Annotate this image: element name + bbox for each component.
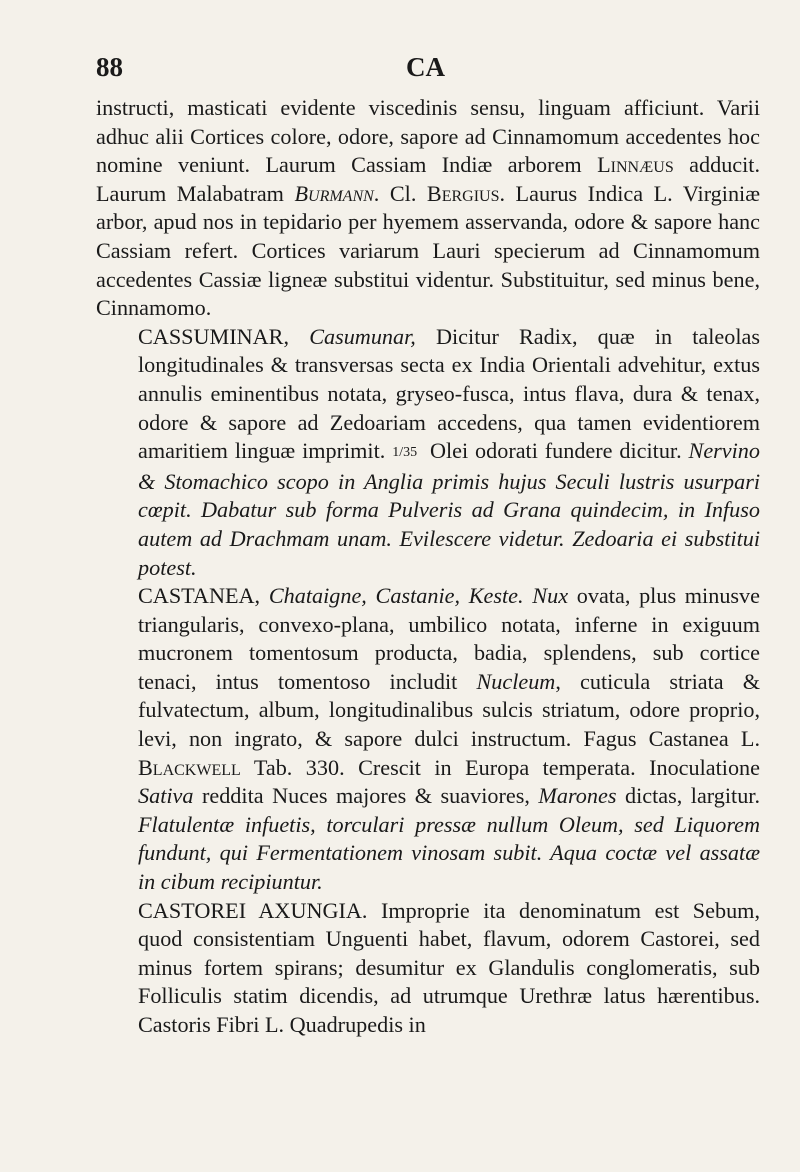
text: CASTOREI AXUNGIA. Improprie ita denominatum est Sebum, quod consistentiam Unguenti habet, flavum, odorem Castorei, sed minus fortem spirans; desumitur ex Glandulis conglomeratis, sub Folliculis statim dicendis, ad utrumque Urethræ latus hærentibus. Castoris Fibri L. Quadrupedis in [138,897,760,1037]
page-header [96,52,716,88]
italic-term: Sativa [138,783,194,809]
text: Dicitur Radix, quæ in taleolas longitudinales & transversas secta ex India Orientali advehitur, extus annulis eminentibus notata, gryseo-fusca, intus flava, dura & tenax, odore & sapore ad Zedoariam accedens, qua tamen evidentiorem amaritiem linguæ imprimit. [138,323,760,464]
author-name: Linnæus [597,152,674,178]
text: dictas, largitur. [616,783,761,809]
fraction: 1/35 [392,445,418,461]
paragraph-cinnamomum-cont [96,94,760,323]
text: ovata, plus minusve triangularis, convexo-plana, umbilico notata, inferne in exiguum mucronem tomentosum producta, badia, splendens, sub cortice tenaci, intus tomentoso includit [138,583,760,694]
italic-term: Nucleum [476,668,556,694]
author-name: Blackwell [138,754,241,780]
italic-term: Nux [523,583,569,609]
text: adducit. Laurum Malabatram [96,152,761,206]
paragraph-castorei-axungia [96,897,760,1040]
running-head: CA [406,52,445,82]
author-name: Bergius [426,180,500,206]
page-number: 88 [96,52,123,82]
text: reddita Nuces majores & suaviores, [193,783,539,809]
page-body [96,94,760,1040]
italic-text: Flatulentæ infuetis, torculari pressæ nullum Oleum, sed Liquorem fundunt, qui Fermentationem vinosam subit. Aqua coctæ vel assatæ in cibum recipiuntur. [138,811,760,895]
paragraph-castanea [96,582,760,897]
entry-alt-name: Chataigne, Castanie, Keste. [268,583,524,609]
italic-text: Nervino & Stomachico scopo in Anglia primis hujus Seculi lustris usurpari cœpit. Dabatur sub forma Pulveris ad Grana quindecim, in Infuso autem ad Drachmam unam. Evilescere videtur. Zedoaria ei substitui potest. [138,438,760,580]
text: , cuticula striata & fulvatectum, album, longitudinalibus sulcis striatum, odore proprio, levi, non ingrato, & sapore dulci instructum. Fagus Castanea L. [138,668,760,752]
text: instructi, masticati evidente viscedinis sensu, linguam afficiunt. Varii adhuc alii Cortices colore, odore, sapore ad Cinnamomum accedentes hoc nomine veniunt. Laurum Cassiam Indiæ arborem [96,95,760,178]
entry-alt-name: Casumunar, [309,323,416,349]
paragraph-cassuminar [96,323,760,582]
text: Tab. 330. Crescit in Europa temperata. Inoculatione [240,754,760,780]
italic-term: Marones [538,783,617,809]
author-name: Burmann [294,180,374,206]
text: Olei odorati fundere dicitur. [423,438,689,464]
text: . Cl. [373,180,427,206]
entry-heading: CASSUMINAR, [138,323,310,349]
entry-heading: CASTANEA, [138,583,269,609]
text: . Laurus Indica L. Virginiæ arbor, apud nos in tepidario per hyemem asservanda, odore & sapore hanc Cassiam refert. Cortices variarum Lauri specierum ad Cinnamomum accedentes Cassiæ ligneæ substitui videntur. Substituitur, sed minus bene, Cinnamomo. [96,180,760,321]
